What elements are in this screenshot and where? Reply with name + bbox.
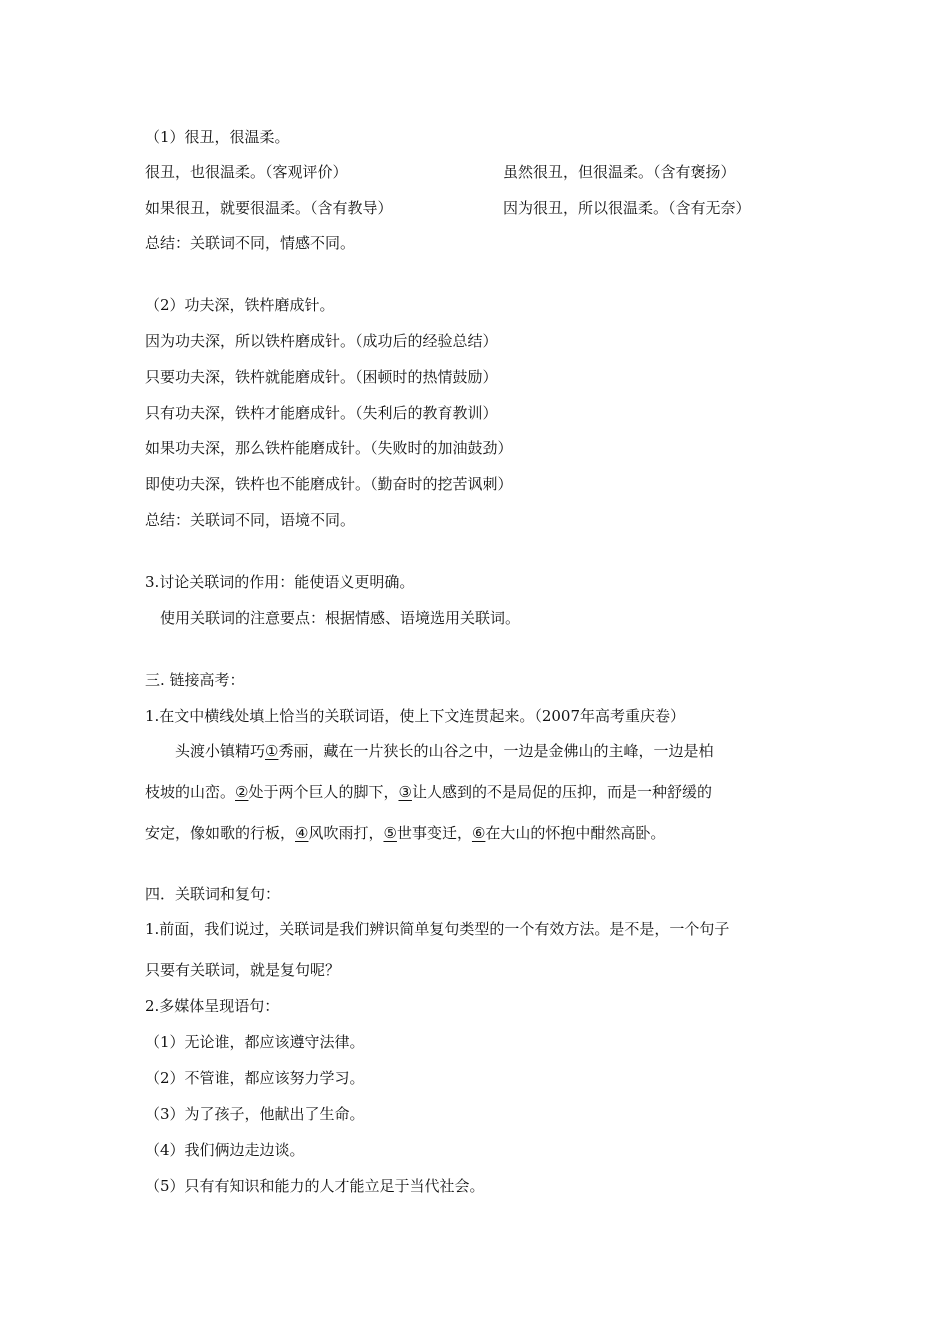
exercise-paragraph-line-3 [145, 823, 665, 843]
paragraph-text: 世事变迁， [396, 824, 472, 842]
example-2-heading: （2）功夫深，铁杵磨成针。 [145, 296, 335, 314]
example-2-variant: 只要功夫深，铁杵就能磨成针。（困顿时的热情鼓励） [145, 368, 498, 386]
sentence-item: （2）不管谁，都应该努力学习。 [145, 1069, 365, 1087]
blank-6: ⑥ [471, 824, 486, 842]
paragraph-text: 头渡小镇精巧 [175, 742, 266, 760]
sentence-item: （5）只有有知识和能力的人才能立足于当代社会。 [145, 1177, 485, 1195]
exercise-paragraph-line-2 [145, 782, 712, 802]
sentence-item: （3）为了孩子，他献出了生命。 [145, 1105, 365, 1123]
example-1-variant-b: 虽然很丑，但很温柔。（含有褒扬） [503, 163, 736, 181]
example-2-variant: 如果功夫深，那么铁杵能磨成针。（失败时的加油鼓劲） [145, 439, 513, 457]
usage-note: 使用关联词的注意要点：根据情感、语境选用关联词。 [160, 609, 521, 627]
paragraph-text: 处于两个巨人的脚下， [248, 783, 399, 801]
example-1-summary: 总结：关联词不同，情感不同。 [145, 234, 356, 252]
paragraph-text: 枝坡的山峦。 [145, 783, 236, 801]
blank-3: ③ [398, 783, 412, 801]
example-2-variant: 即使功夫深，铁杵也不能磨成针。（勤奋时的挖苦讽刺） [145, 475, 513, 493]
paragraph-text: 秀丽，藏在一片狭长的山谷之中，一边是金佛山的主峰，一边是柏 [278, 742, 714, 760]
section-4-prompt: 2.多媒体呈现语句： [145, 997, 280, 1015]
blank-2: ② [235, 783, 249, 801]
paragraph-text: 让人感到的不是局促的压抑，而是一种舒缓的 [411, 783, 712, 801]
section-3-title: 三. 链接高考： [145, 671, 245, 689]
example-2-summary: 总结：关联词不同，语境不同。 [145, 511, 356, 529]
example-1-variant-d: 因为很丑，所以很温柔。（含有无奈） [503, 199, 751, 217]
sentence-item: （4）我们俩边走边谈。 [145, 1141, 305, 1159]
blank-1: ① [265, 742, 279, 760]
section-4-question-line-2: 只要有关联词，就是复句呢？ [145, 961, 341, 979]
blank-5: ⑤ [383, 824, 397, 842]
discussion-point: 3.讨论关联词的作用：能使语义更明确。 [145, 573, 415, 591]
blank-4: ④ [295, 824, 309, 842]
exercise-paragraph-line-1 [175, 741, 713, 761]
example-1-variant-c: 如果很丑，就要很温柔。（含有教导） [145, 199, 393, 217]
example-1-heading: （1）很丑，很温柔。 [145, 128, 290, 146]
paragraph-text: 安定，像如歌的行板， [145, 824, 296, 842]
example-1-variant-a: 很丑，也很温柔。（客观评价） [145, 163, 348, 181]
paragraph-text: 在大山的怀抱中酣然高卧。 [485, 824, 666, 842]
section-4-title: 四．关联词和复句： [145, 885, 281, 903]
sentence-item: （1）无论谁，都应该遵守法律。 [145, 1033, 365, 1051]
paragraph-text: 风吹雨打， [308, 824, 384, 842]
example-2-variant: 只有功夫深，铁杵才能磨成针。（失利后的教育教训） [145, 404, 498, 422]
section-4-question-line-1: 1.前面，我们说过，关联词是我们辨识简单复句类型的一个有效方法。是不是，一个句子 [145, 920, 730, 938]
example-2-variant: 因为功夫深，所以铁杵磨成针。（成功后的经验总结） [145, 332, 498, 350]
section-3-question: 1.在文中横线处填上恰当的关联词语，使上下文连贯起来。（2007年高考重庆卷） [145, 707, 685, 725]
